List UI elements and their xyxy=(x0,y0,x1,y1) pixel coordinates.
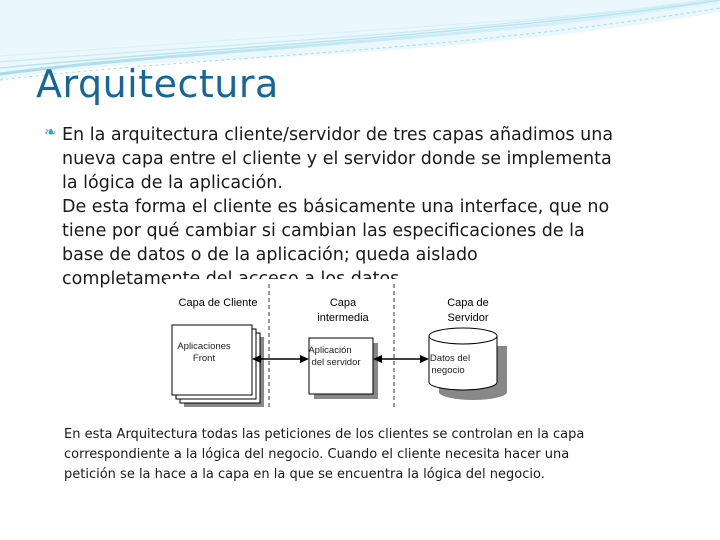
three-tier-architecture-diagram xyxy=(166,279,534,412)
client-box-label: Aplicaciones xyxy=(177,341,231,352)
leaf-bullet-icon: ❧ xyxy=(44,123,57,141)
server-layer-title: Servidor xyxy=(447,312,489,324)
database-label: negocio xyxy=(431,365,465,376)
middle-application-box xyxy=(308,338,378,399)
paragraph-line: completamente del acceso a los datos. xyxy=(62,269,405,289)
paragraph-line: la lógica de la aplicación. xyxy=(62,173,283,193)
middle-server-arrow xyxy=(373,355,429,363)
slide-title: Arquitectura xyxy=(36,62,279,106)
client-middle-arrow xyxy=(252,355,309,363)
paragraph-line: En la arquitectura cliente/servidor de tres capas añadimos una xyxy=(62,125,614,145)
middle-layer-title: intermedia xyxy=(317,312,369,324)
paragraph-line: base de datos o de la aplicación; queda aislado xyxy=(62,245,478,265)
middle-box-label: Aplicación xyxy=(308,345,352,356)
caption-line: correspondiente a la lógica del negocio. Cuando el cliente necesita hacer una xyxy=(64,447,570,462)
bullet-paragraph xyxy=(44,123,694,291)
client-box-label: Front xyxy=(192,353,216,364)
business-data-database-icon xyxy=(429,328,507,400)
paragraph-line: tiene por qué cambiar si cambian las especificaciones de la xyxy=(62,221,585,241)
middle-layer-title: Capa xyxy=(329,297,357,309)
diagram-caption xyxy=(64,425,684,485)
caption-line: En esta Arquitectura todas las peticiones de los clientes se controlan en la capa xyxy=(64,427,585,442)
caption-line: petición se la hace a la capa en la que se encuentra la lógica del negocio. xyxy=(64,467,545,482)
bullet-text xyxy=(44,123,694,291)
database-label: Datos del xyxy=(429,353,471,364)
middle-box-label: del servidor xyxy=(311,357,361,368)
paragraph-line: nueva capa entre el cliente y el servidor donde se implementa xyxy=(62,149,612,169)
client-layer-title: Capa de Cliente xyxy=(178,297,258,309)
paragraph-line: De esta forma el cliente es básicamente una interface, que no xyxy=(62,197,610,217)
server-layer-title: Capa de xyxy=(447,297,489,309)
client-applications-stack xyxy=(172,325,264,407)
